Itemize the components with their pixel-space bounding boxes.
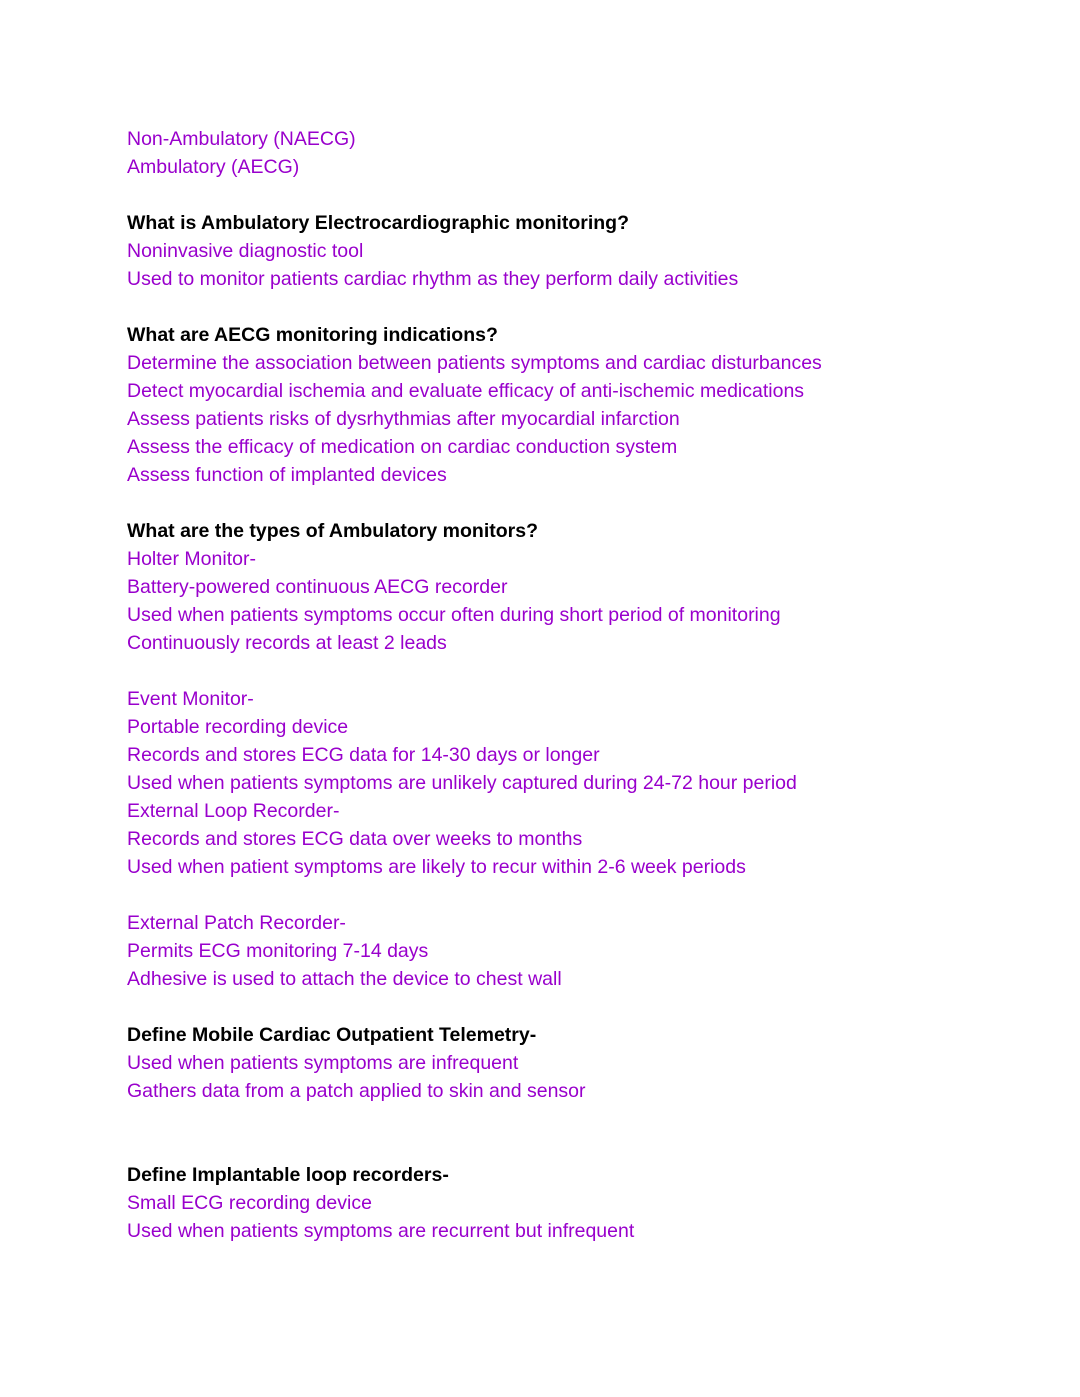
document-content [127, 125, 1007, 1273]
answer-line: Used to monitor patients cardiac rhythm as they perform daily activities [127, 268, 739, 290]
answer-line: Event Monitor- [127, 688, 254, 710]
answer-line: Used when patients symptoms are recurrent but infrequent [127, 1220, 635, 1242]
answer-line: Ambulatory (AECG) [127, 156, 300, 178]
question-line: Define Implantable loop recorders- [127, 1164, 449, 1186]
answer-line: Assess function of implanted devices [127, 464, 447, 486]
answer-line: Battery-powered continuous AECG recorder [127, 576, 508, 598]
answer-line: Records and stores ECG data for 14-30 days or longer [127, 744, 600, 766]
patch-recorder-block [127, 909, 1007, 993]
question-block-indications [127, 321, 1007, 489]
answer-line: Determine the association between patients symptoms and cardiac disturbances [127, 352, 822, 374]
answer-line: Detect myocardial ischemia and evaluate efficacy of anti-ischemic medications [127, 380, 805, 402]
event-monitor-block [127, 685, 1007, 881]
answer-line: Non-Ambulatory (NAECG) [127, 128, 356, 150]
answer-line: Used when patients symptoms occur often during short period of monitoring [127, 604, 781, 626]
question-block-monitor-types [127, 517, 1007, 657]
question-line: What is Ambulatory Electrocardiographic monitoring? [127, 212, 629, 234]
answer-line: Used when patients symptoms are unlikely captured during 24-72 hour period [127, 772, 797, 794]
answer-line: External Loop Recorder- [127, 800, 340, 822]
answer-line: Used when patient symptoms are likely to recur within 2-6 week periods [127, 856, 746, 878]
answer-line: Records and stores ECG data over weeks to months [127, 828, 583, 850]
answer-line: Small ECG recording device [127, 1192, 372, 1214]
answer-line: Used when patients symptoms are infrequent [127, 1052, 519, 1074]
question-line: What are AECG monitoring indications? [127, 324, 498, 346]
question-line: What are the types of Ambulatory monitors? [127, 520, 538, 542]
answer-line: Assess patients risks of dysrhythmias after myocardial infarction [127, 408, 680, 430]
answer-line: Continuously records at least 2 leads [127, 632, 447, 654]
question-block-aecg-definition [127, 209, 1007, 293]
question-block-ilr [127, 1161, 1007, 1245]
answer-line: Portable recording device [127, 716, 349, 738]
answer-line: Noninvasive diagnostic tool [127, 240, 364, 262]
question-block-mct [127, 1021, 1007, 1105]
question-line: Define Mobile Cardiac Outpatient Telemetry- [127, 1024, 537, 1046]
answer-line: External Patch Recorder- [127, 912, 346, 934]
answer-line: Adhesive is used to attach the device to chest wall [127, 968, 562, 990]
answer-line: Permits ECG monitoring 7-14 days [127, 940, 429, 962]
answer-line: Gathers data from a patch applied to skin and sensor [127, 1080, 586, 1102]
answer-line: Holter Monitor- [127, 548, 256, 570]
answer-line: Assess the efficacy of medication on cardiac conduction system [127, 436, 678, 458]
intro-block [127, 125, 1007, 181]
